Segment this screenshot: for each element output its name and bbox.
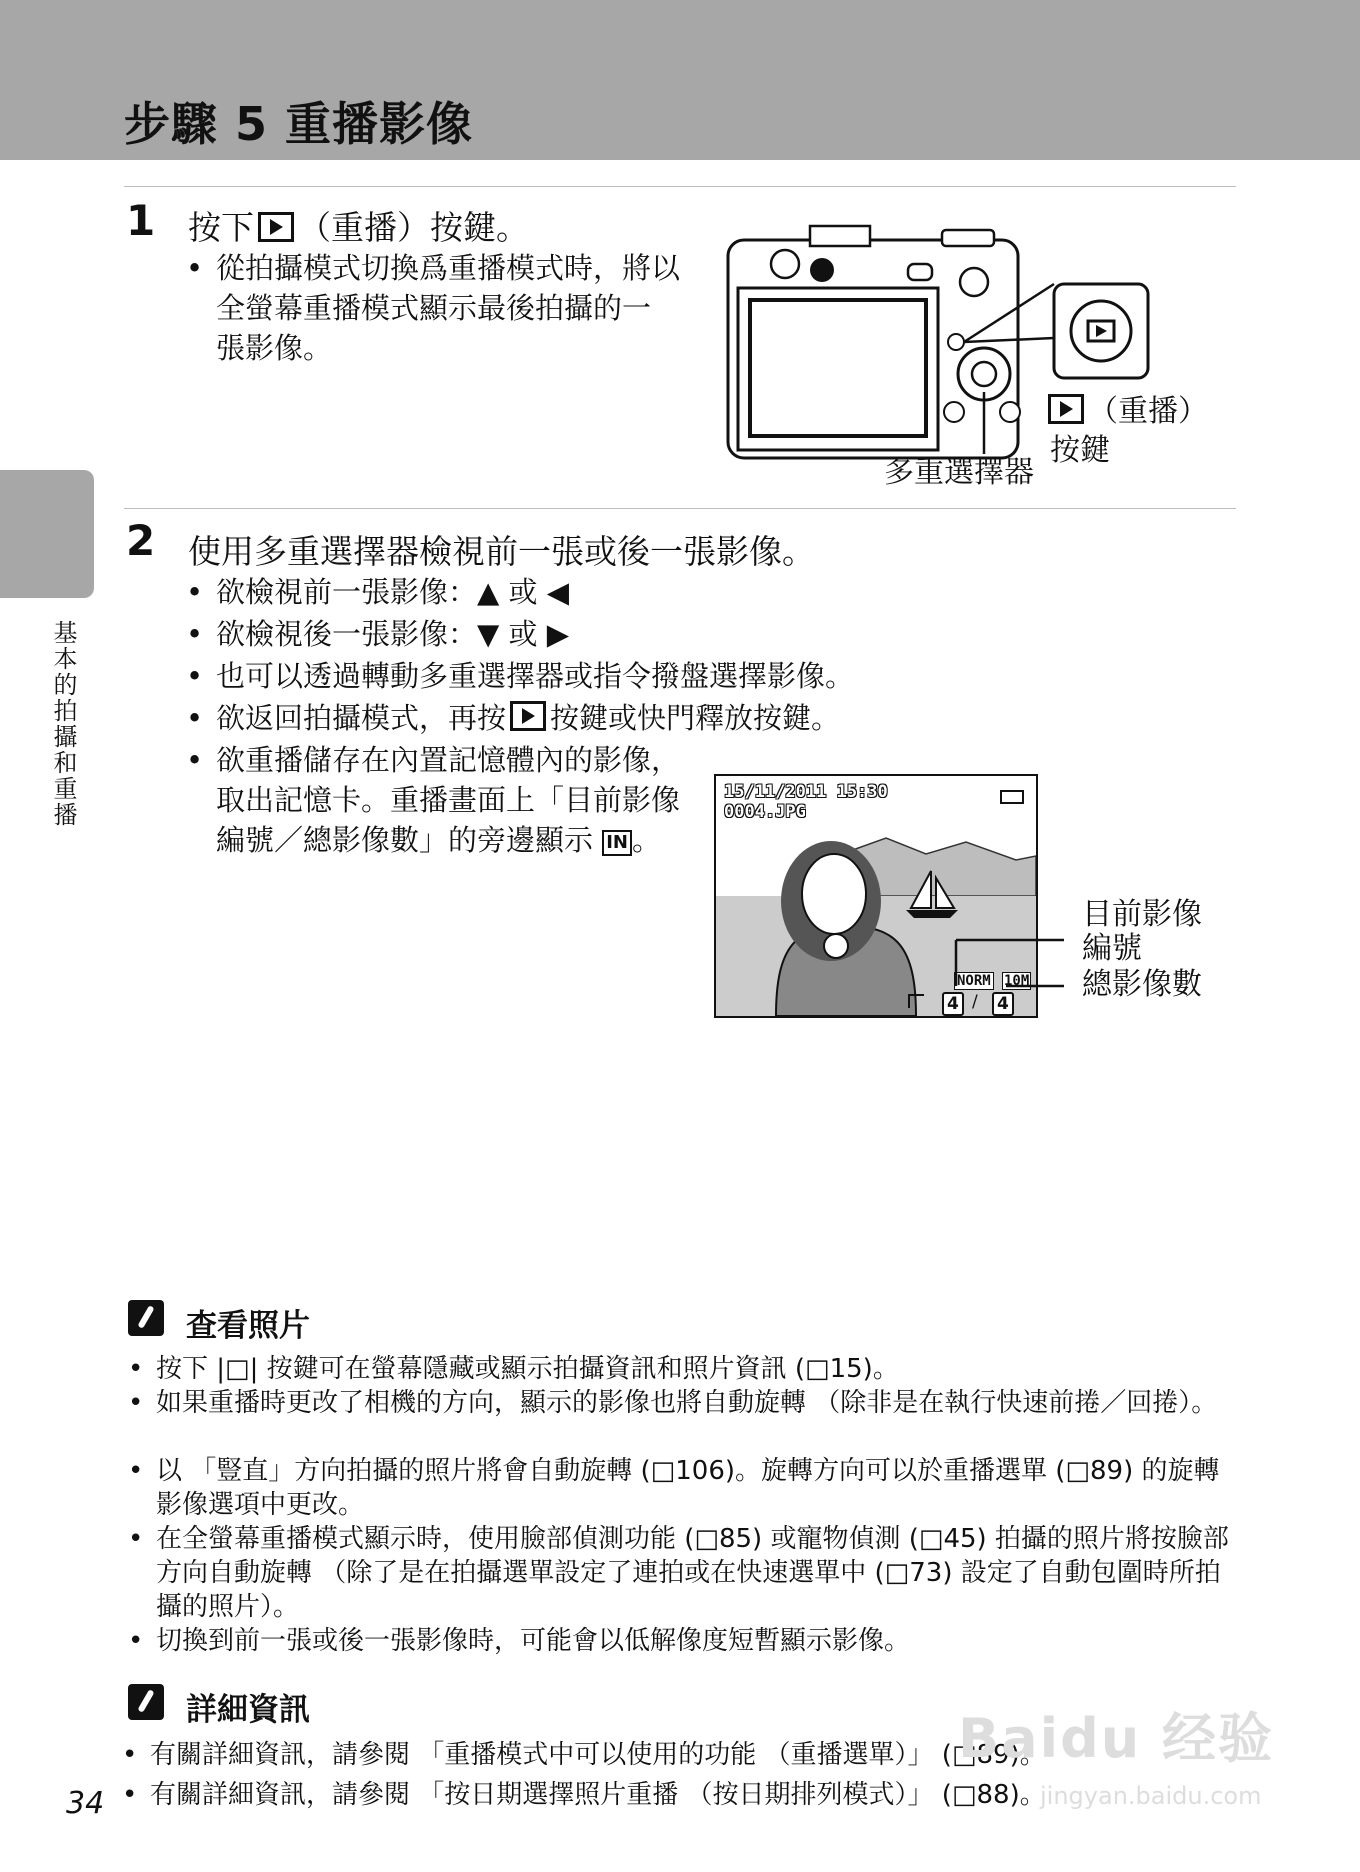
bullet-line: 從拍攝模式切換爲重播模式時，將以 (216, 251, 681, 285)
bullet: • 欲檢視後一張影像：▼ 或 ▶ (186, 617, 570, 651)
note-item: • 以 「豎直」方向拍攝的照片將會自動旋轉 (□106)。旋轉方向可以於重播選單 (□89) 的旋轉影像選項中更改。 (128, 1456, 1220, 1520)
note-item: • 如果重播時更改了相機的方向，顯示的影像也將自動旋轉 （除非是在執行快速前捲／回捲）。 (128, 1388, 1218, 1418)
step-heading: 使用多重選擇器檢視前一張或後一張影像。 (188, 532, 815, 571)
callout-selector-label: 多重選擇器 (884, 455, 1034, 490)
note-item: • 在全螢幕重播模式顯示時，使用臉部偵測功能 (□85) 或寵物偵測 (□45) 拍攝的照片將按臉部方向自動旋轉 （除了是在拍攝選單設定了連拍或在快速選單中 (□73) 設定了自動包圍時所拍攝的照片）。 (128, 1524, 1229, 1622)
bullet-dot: • (186, 251, 204, 285)
note-item: • 有關詳細資訊，請參閱 「按日期選擇照片重播 （按日期排列模式）」 (□88)。 (122, 1780, 1046, 1810)
play-icon (1048, 394, 1084, 424)
filename-overlay: 0004.JPG (724, 802, 806, 822)
image-size: 10M (1004, 973, 1030, 989)
bullet: • 欲返回拍攝模式，再按 按鍵或快門釋放按鍵。 (186, 701, 841, 735)
note-pencil-icon (128, 1300, 164, 1336)
note-item: • 有關詳細資訊，請參閱 「重播模式中可以使用的功能 （重播選單）」 (□89)。 (122, 1740, 1046, 1770)
total-image-count: 4 (992, 992, 1014, 1016)
display-button-icon (908, 264, 932, 280)
chapter-label: 基本的拍攝和重播 (49, 620, 77, 828)
divider (124, 508, 1236, 509)
note-pencil-icon (128, 1684, 164, 1720)
battery-icon (1000, 790, 1024, 804)
step-heading-post: （重播）按鍵。 (298, 208, 529, 247)
step-heading-pre: 按下 (188, 208, 254, 247)
bullet-line: 全螢幕重播模式顯示最後拍攝的一 (216, 291, 652, 325)
bullet: • 欲檢視前一張影像：▲ 或 ◀ (186, 575, 570, 609)
memory-icon (908, 994, 924, 1008)
callout-play-label2: 按鍵 (1050, 433, 1110, 468)
current-image-number: 4 (942, 992, 964, 1016)
play-icon (258, 212, 294, 242)
chapter-tab (0, 470, 94, 598)
sailboat-hull (906, 910, 958, 918)
watermark-url: jingyan.baidu.com (1040, 1782, 1262, 1810)
bullet (186, 248, 696, 368)
divider (124, 186, 1236, 187)
mode-dial (942, 230, 994, 246)
step-heading (188, 202, 529, 249)
internal-memory-icon: IN (602, 830, 632, 856)
person-face (802, 854, 866, 934)
image-quality: NORM (954, 972, 994, 990)
bullet: • 欲重播儲存在內置記憶體內的影像， 取出記憶卡。重播畫面上「目前影像 編號／總影像數」的旁邊顯示 IN 。 (186, 743, 681, 857)
note-item: • 切換到前一張或後一張影像時，可能會以低解像度短暫顯示影像。 (128, 1626, 911, 1656)
page-title: 步驟 5 重播影像 (124, 97, 474, 151)
slash: / (972, 992, 978, 1012)
step-number: 1 (126, 196, 156, 245)
ok-button-icon (972, 362, 996, 386)
datetime-overlay: 15/11/2011 15:30 (724, 782, 888, 802)
camera-button-icon (771, 250, 799, 278)
hot-shoe (810, 226, 870, 246)
page-number: 34 (66, 1786, 105, 1821)
camera-screen (750, 300, 926, 436)
note-title: 詳細資訊 (186, 1692, 310, 1728)
playback-button-small (948, 334, 964, 350)
watermark: Baidu 经验 (958, 1707, 1275, 1770)
delete-button-icon (1000, 402, 1020, 422)
menu-button-icon (944, 402, 964, 422)
callout-play-label: （重播） (1048, 394, 1208, 429)
step-number: 2 (126, 516, 156, 565)
command-dial-icon (960, 268, 988, 296)
label-current-number: 目前影像 編號 (1082, 897, 1202, 966)
bullet-line: 張影像。 (216, 331, 333, 365)
camera-dial-icon (810, 258, 834, 282)
label-total-count: 總影像數 (1082, 967, 1202, 1002)
bullet: • 也可以透過轉動多重選擇器或指令撥盤選擇影像。 (186, 659, 855, 693)
screen-callouts (940, 930, 1070, 1000)
play-icon (510, 701, 546, 731)
note-title: 查看照片 (186, 1308, 310, 1344)
note-item: • 按下 |□| 按鍵可在螢幕隱藏或顯示拍攝資訊和照片資訊 (□15)。 (128, 1354, 899, 1384)
person-hand (824, 934, 848, 958)
